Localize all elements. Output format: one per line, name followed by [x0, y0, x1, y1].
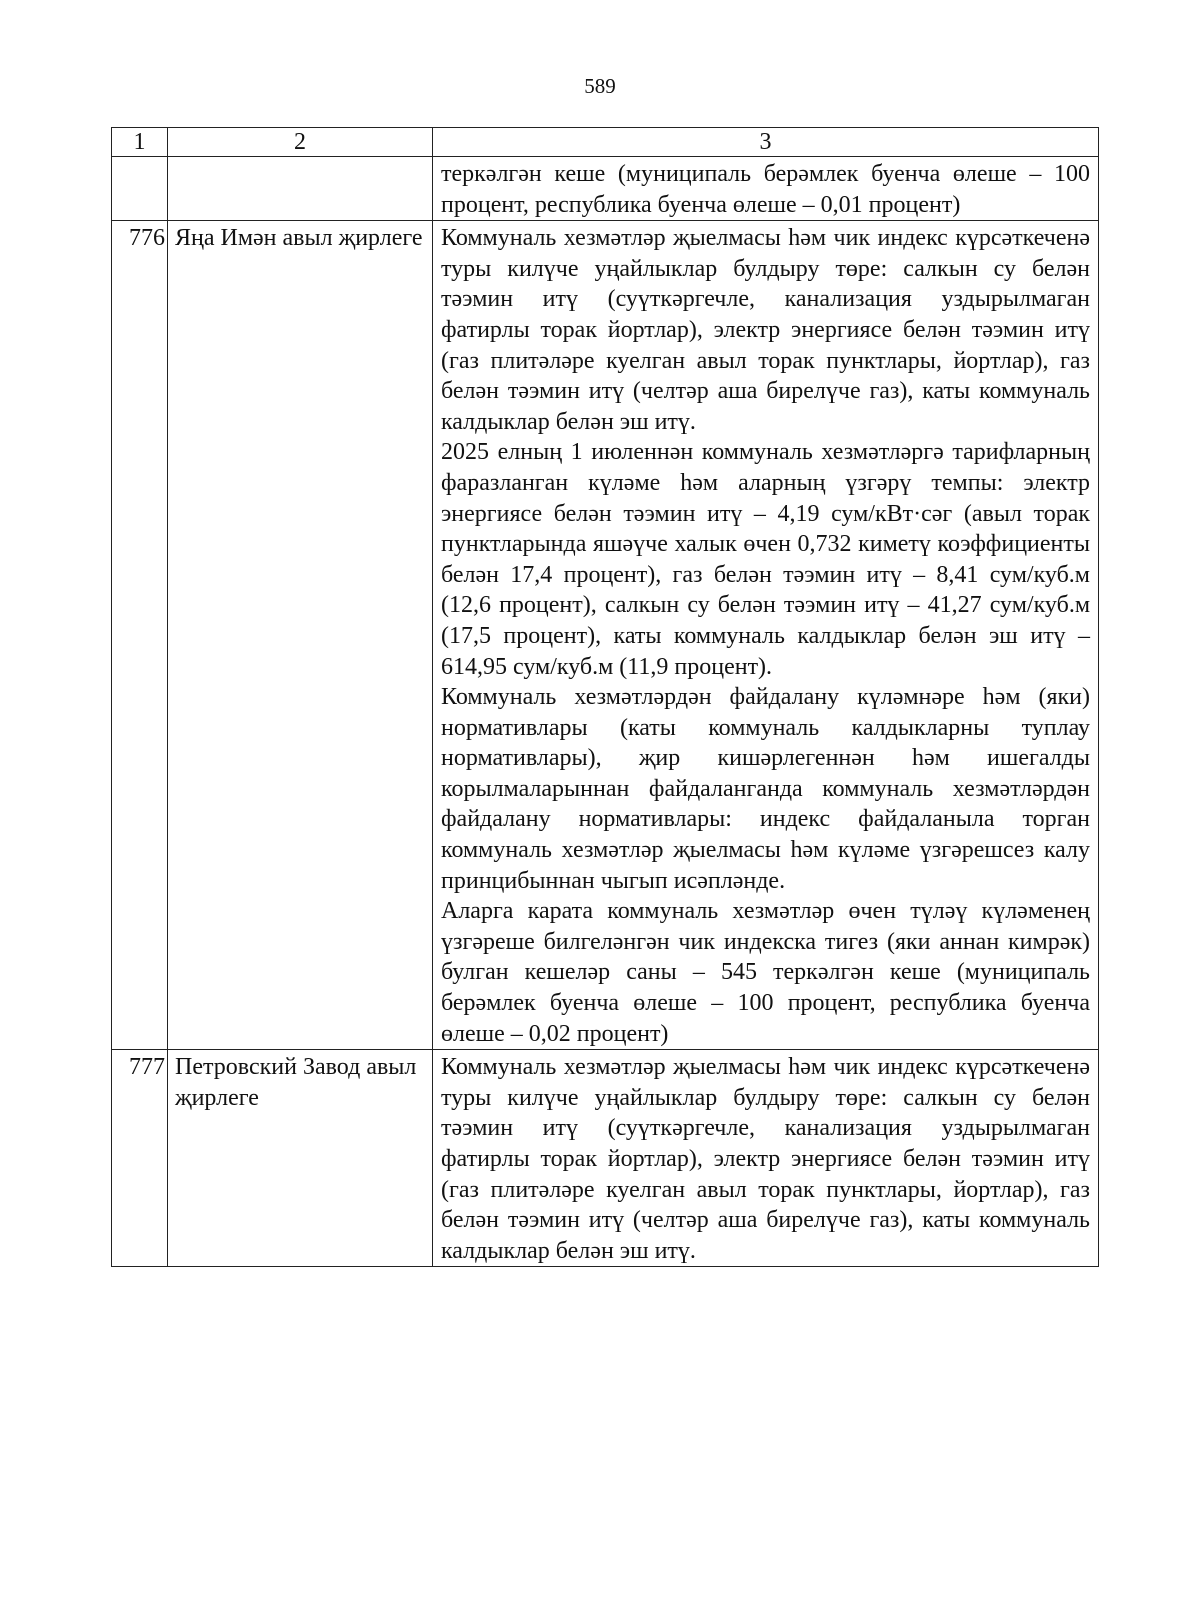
page-number: 589 [584, 74, 616, 98]
column-header-settlement: 2 [168, 128, 433, 157]
description-paragraph: теркәлгән кеше (муниципаль берәмлек буенча өлеше – 100 процент, республика буенча өлеше – 0,01 процент) [441, 161, 1090, 218]
settlement-name [168, 157, 433, 221]
table-row [112, 1050, 1099, 1267]
table-row [112, 157, 1099, 221]
tariff-table [111, 127, 1099, 1267]
settlement-name: Петровский Завод авыл җирлеге [168, 1050, 433, 1267]
column-header-number: 1 [112, 128, 168, 157]
column-header-description: 3 [433, 128, 1099, 157]
description-paragraph: Коммуналь хезмәтләр җыелмасы һәм чик индекс күрсәткеченә туры килүче уңайлыклар булдыру төре: салкын су белән тәэмин итү (суүткәргечле, канализация уздырылмаган фатирлы торак йортлар), электр энергиясе белән тәэмин итү (газ плитәләре куелган авыл торак пунктлары, йортлар), газ белән тәэмин итү (челтәр аша бирелүче газ), каты коммуналь калдыклар белән эш итү. [441, 225, 1090, 435]
row-number [112, 157, 168, 221]
row-number: 776 [112, 221, 168, 1050]
row-description [433, 1050, 1099, 1267]
description-paragraph: Аларга карата коммуналь хезмәтләр өчен түләү күләменең үзгәреше билгеләнгән чик индекска тигез (яки аннан кимрәк) булган кешеләр саны – 545 теркәлгән кеше (муниципаль берәмлек буенча өлеше – 100 процент, республика буенча өлеше – 0,02 процент) [441, 898, 1090, 1047]
description-paragraph: Коммуналь хезмәтләр җыелмасы һәм чик индекс күрсәткеченә туры килүче уңайлыклар булдыру төре: салкын су белән тәэмин итү (суүткәргечле, канализация уздырылмаган фатирлы торак йортлар), электр энергиясе белән тәэмин итү (газ плитәләре куелган авыл торак пунктлары, йортлар), газ белән тәэмин итү (челтәр аша бирелүче газ), каты коммуналь калдыклар белән эш итү. [441, 1054, 1090, 1264]
table-header-row [112, 128, 1099, 157]
settlement-name: Яңа Имән авыл җирлеге [168, 221, 433, 1050]
description-paragraph: 2025 елның 1 июленнән коммуналь хезмәтләргә тарифларның фаразланган күләме һәм аларның үзгәрү темпы: электр энергиясе белән тәэмин итү – 4,19 сум/кВт·сәг (авыл торак пунктларында яшәүче халык өчен 0,732 киметү коэффициенты белән 17,4 процент), газ белән тәэмин итү – 8,41 сум/куб.м (12,6 процент), салкын су белән тәэмин итү – 41,27 сум/куб.м (17,5 процент), каты коммуналь калдыклар белән эш итү – 614,95 сум/куб.м (11,9 процент). [441, 439, 1090, 680]
table-row [112, 221, 1099, 1050]
row-description [433, 221, 1099, 1050]
description-paragraph: Коммуналь хезмәтләрдән файдалану күләмнәре һәм (яки) нормативлары (каты коммуналь калдыкларны туплау нормативлары), җир кишәрлегеннән һәм ишегалды корылмаларыннан файдаланганда коммуналь хезмәтләрдән файдалану нормативлары: индекс файдаланыла торган коммуналь хезмәтләр җыелмасы һәм күләме үзгәрешсез калу принцибыннан чыгып исәпләнде. [441, 684, 1090, 894]
row-number: 777 [112, 1050, 168, 1267]
row-description [433, 157, 1099, 221]
